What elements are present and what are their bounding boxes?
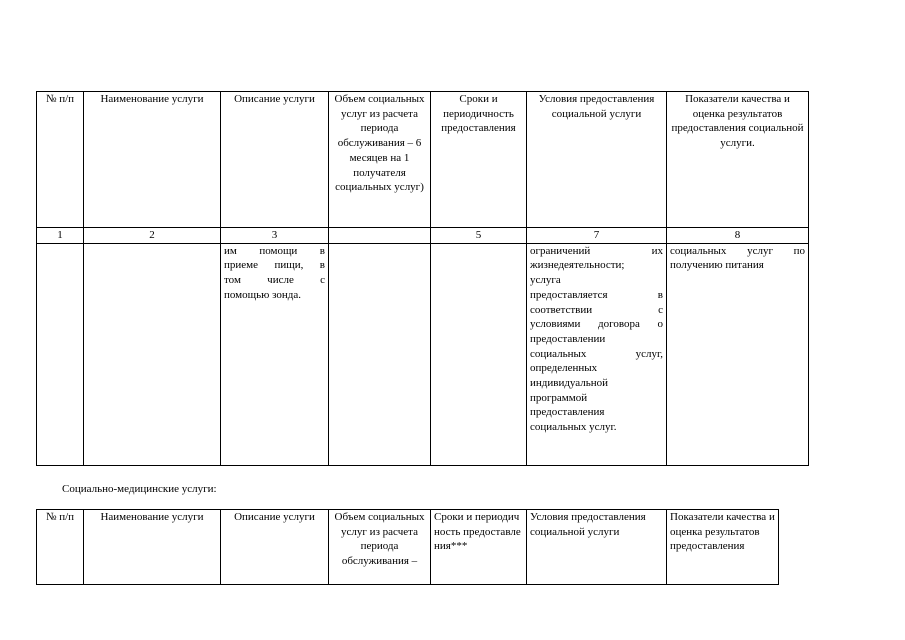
- header-conditions: Условия предоставления социальной услуги: [527, 510, 667, 585]
- text-line: услуга: [530, 274, 561, 287]
- header-number: № п/п: [37, 510, 84, 585]
- text-line: том числе с: [224, 274, 325, 287]
- cell-terms-periodicity: [431, 243, 527, 465]
- header-conditions: Условия предоставления социальной услуги: [527, 92, 667, 228]
- text-line: ограничений их: [530, 244, 663, 257]
- text-line: получению питания: [670, 259, 764, 272]
- header-terms-periodicity: Сроки и периодичность предоставления: [431, 92, 527, 228]
- cell-number: [37, 243, 84, 465]
- column-number-cell: 7: [527, 228, 667, 244]
- table-row: [37, 243, 809, 465]
- text-line: помощью зонда.: [224, 288, 301, 301]
- column-number-cell: 8: [667, 228, 809, 244]
- column-number-cell: 3: [221, 228, 329, 244]
- text-line: предоставляется в: [530, 288, 663, 301]
- cell-service-name: [84, 243, 221, 465]
- text-line: социальных услуг по: [670, 244, 805, 257]
- text-line: условиями договора о: [530, 318, 663, 331]
- header-terms-periodicity: Сроки и периодичность предоставления***: [431, 510, 527, 585]
- header-service-name: Наименование услуги: [84, 510, 221, 585]
- header-service-volume: Объем социальных услуг из расчета периода обслуживания –: [329, 510, 431, 585]
- text-line: социальных услуг.: [530, 421, 617, 434]
- table-header-row: [37, 92, 809, 228]
- section-heading: Социально-медицинские услуги:: [62, 483, 217, 495]
- column-number-cell: 1: [37, 228, 84, 244]
- table-header-row: [37, 510, 779, 585]
- cell-service-description: [221, 243, 329, 465]
- column-numbers-row: [37, 228, 809, 244]
- medical-services-table: [36, 509, 779, 585]
- text-line: определенных: [530, 362, 598, 375]
- header-quality-indicators: Показатели качества и оценка результатов предоставления социальной услуги.: [667, 92, 809, 228]
- column-number-cell: [329, 228, 431, 244]
- header-service-volume: Объем социальных услуг из расчета периода обслуживания – 6 месяцев на 1 получателя социальных услуг): [329, 92, 431, 228]
- text-line: предоставлении: [530, 332, 606, 345]
- text-line: им помощи в: [224, 244, 325, 257]
- text-line: соответствии с: [530, 303, 663, 316]
- cell-service-volume: [329, 243, 431, 465]
- cell-quality-indicators: [667, 243, 809, 465]
- text-line: жизнедеятельности;: [530, 259, 625, 272]
- services-table: [36, 91, 809, 466]
- text-line: приеме пищи, в: [224, 259, 325, 272]
- cell-conditions: [527, 243, 667, 465]
- text-line: социальных услуг,: [530, 347, 663, 360]
- header-service-description: Описание услуги: [221, 510, 329, 585]
- text-line: индивидуальной: [530, 377, 609, 390]
- header-service-name: Наименование услуги: [84, 92, 221, 228]
- text-line: программой: [530, 391, 588, 404]
- text-line: предоставления: [530, 406, 605, 419]
- column-number-cell: 5: [431, 228, 527, 244]
- column-number-cell: 2: [84, 228, 221, 244]
- header-service-description: Описание услуги: [221, 92, 329, 228]
- header-number: № п/п: [37, 92, 84, 228]
- header-quality-indicators: Показатели качества и оценка результатов предоставления: [667, 510, 779, 585]
